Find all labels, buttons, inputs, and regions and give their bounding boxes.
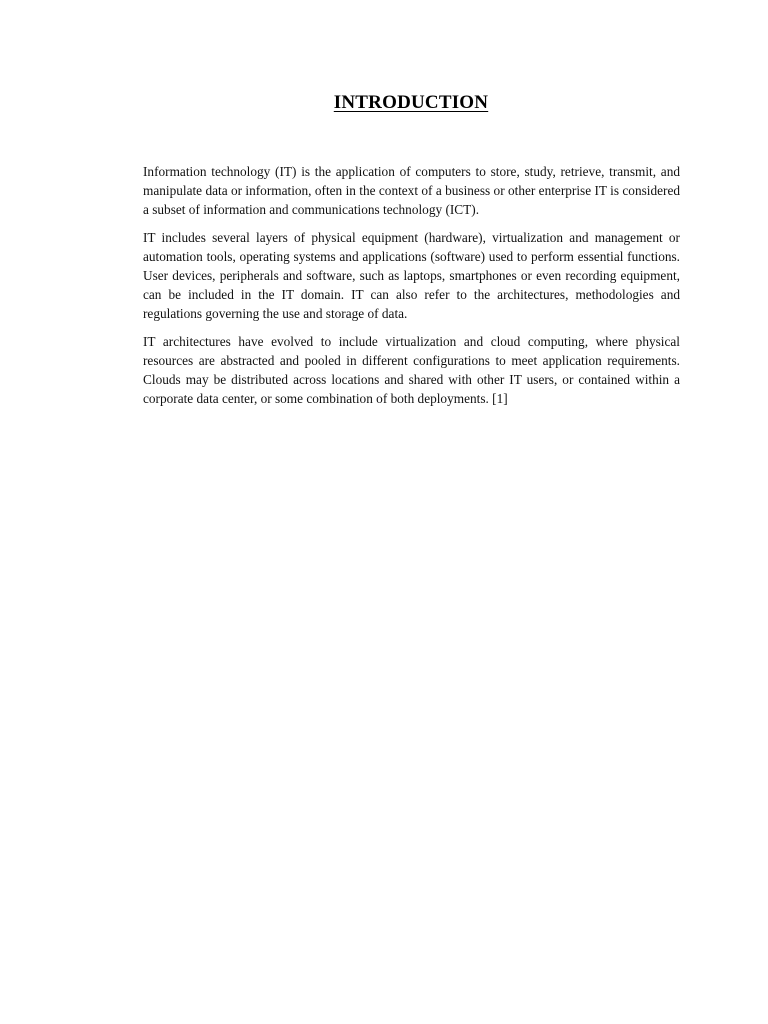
document-body <box>143 162 680 416</box>
paragraph-2: IT includes several layers of physical equipment (hardware), virtualization and management or automation tools, operating systems and applications (software) used to perform essential functions. User devices, peripherals and software, such as laptops, smartphones or even recording equipment, can be included in the IT domain. IT can also refer to the architectures, methodologies and regulations governing the use and storage of data. <box>143 229 680 322</box>
paragraph-1: Information technology (IT) is the application of computers to store, study, retrieve, transmit, and manipulate data or information, often in the context of a business or other enterprise IT is considered a subset of information and communications technology (ICT). <box>143 164 680 218</box>
paragraph-3: IT architectures have evolved to include virtualization and cloud computing, where physical resources are abstracted and pooled in different configurations to meet application requirements. Clouds may be distributed across locations and shared with other IT users, or contained within a corporate data center, or some combination of both deployments. [1] <box>143 333 680 407</box>
page-title: INTRODUCTION <box>333 92 489 113</box>
